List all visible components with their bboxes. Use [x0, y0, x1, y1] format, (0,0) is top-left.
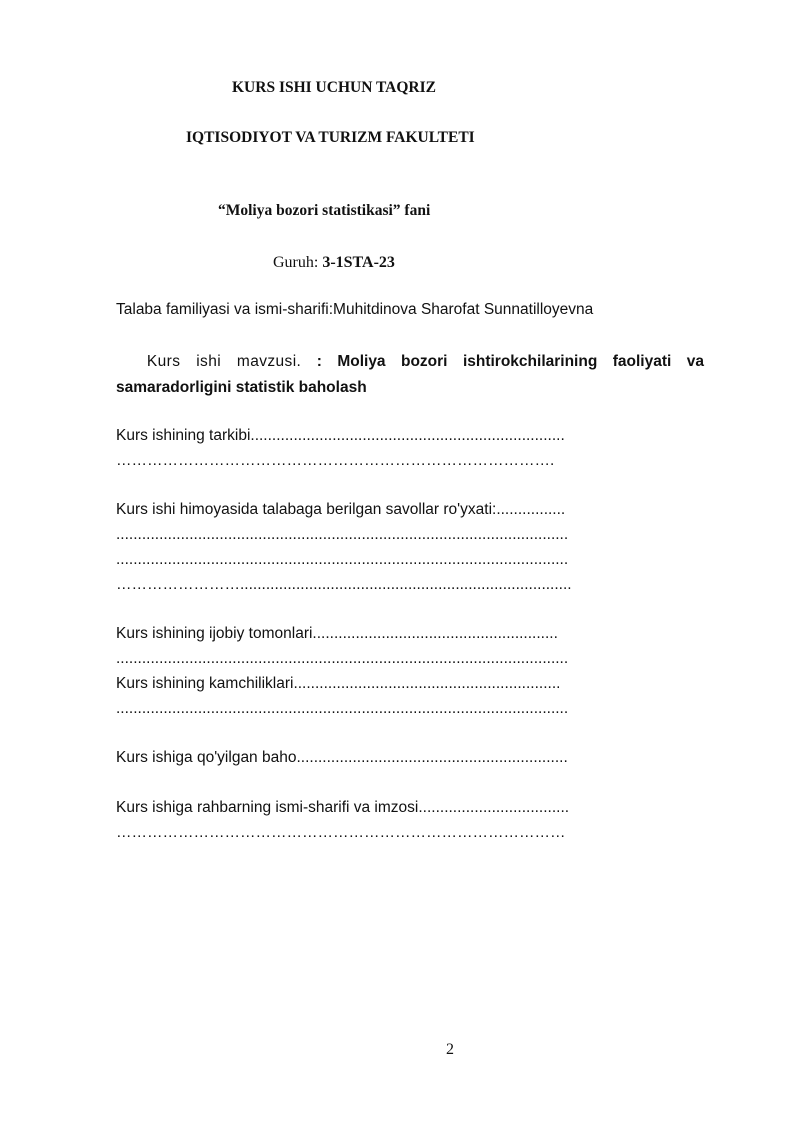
- shortcomings-field: Kurs ishining kamchiliklari..............................................................: [116, 675, 561, 692]
- questions-field: Kurs ishi himoyasida talabaga berilgan savollar ro'yxati:................: [116, 501, 566, 518]
- supervisor-continuation: ……………………………………………………………………………: [116, 824, 566, 841]
- document-title: KURS ISHI UCHUN TAQRIZ: [232, 79, 436, 96]
- subject-heading: “Moliya bozori statistikasi” fani: [218, 202, 431, 219]
- topic-label: Kurs ishi mavzusi.: [146, 353, 302, 370]
- topic-value: : Moliya bozori ishtirokchilarining faoliyati va samaradorligini statistik baholash: [116, 353, 704, 396]
- positive-aspects-field: Kurs ishining ijobiy tomonlari.........................................................: [116, 625, 558, 642]
- topic-paragraph: [116, 349, 704, 401]
- student-line: Talaba familiyasi va ismi-sharifi:Muhitdinova Sharofat Sunnatilloyevna: [116, 301, 594, 318]
- structure-field: Kurs ishining tarkibi.........................................................................: [116, 427, 565, 444]
- positive-aspects-continuation: .........................................................................................................: [116, 650, 569, 667]
- group-line: [273, 253, 395, 273]
- questions-line-2: .........................................................................................................: [116, 551, 569, 568]
- group-value: 3-1STA-23: [322, 254, 395, 271]
- questions-line-1: .........................................................................................................: [116, 526, 569, 543]
- shortcomings-continuation: .........................................................................................................: [116, 700, 569, 717]
- structure-field-continuation: ………………………………………………………………………….: [116, 452, 555, 469]
- grade-field: Kurs ishiga qo'yilgan baho...............................................................: [116, 749, 568, 766]
- questions-line-3: …………………….............................................................................: [116, 576, 572, 593]
- group-label: Guruh:: [273, 254, 319, 271]
- page-number: 2: [446, 1041, 454, 1058]
- supervisor-field: Kurs ishiga rahbarning ismi-sharifi va imzosi...................................: [116, 799, 570, 816]
- faculty-heading: IQTISODIYOT VA TURIZM FAKULTETI: [186, 129, 475, 146]
